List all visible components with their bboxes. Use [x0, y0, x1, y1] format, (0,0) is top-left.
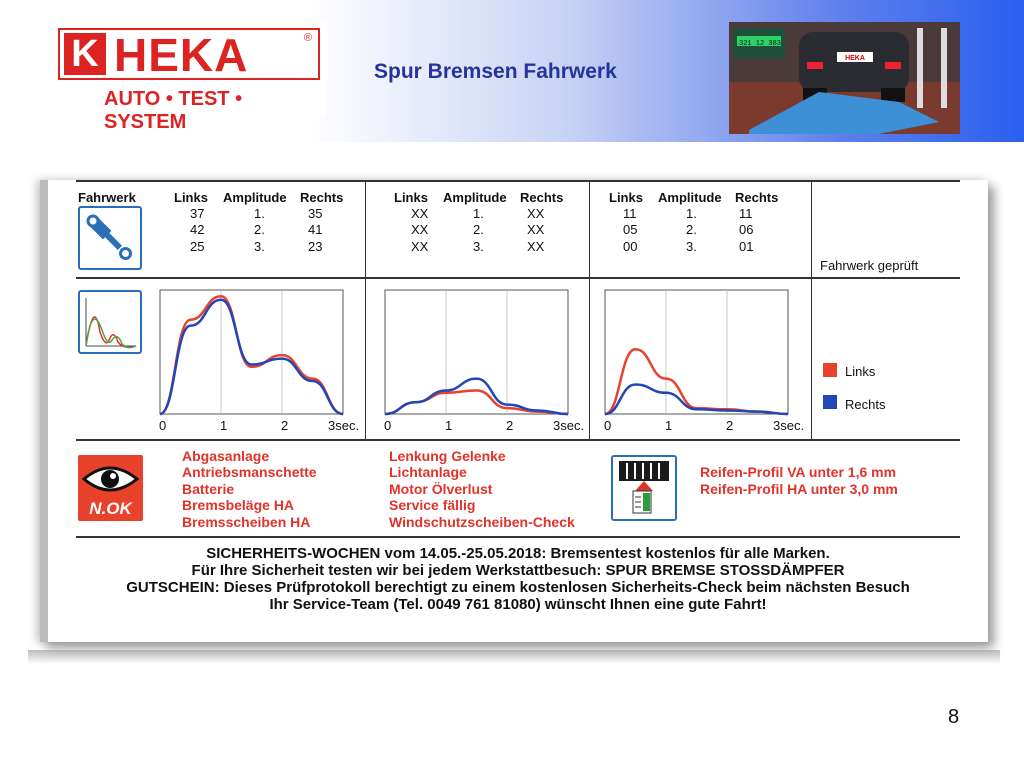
- t3-r2-amp: 2.: [686, 222, 697, 237]
- defect-4: Bremsbeläge HA: [182, 497, 295, 513]
- t1-r2-rechts: 41: [308, 222, 323, 237]
- nok-badge-label: N.OK: [89, 499, 132, 518]
- shock-absorber-icon: [78, 206, 142, 270]
- divider-fahrwerk: [76, 277, 960, 279]
- g2-tick-3: 3sec.: [553, 418, 585, 433]
- t1-header-links: Links: [174, 190, 208, 205]
- defect-3: Batterie: [182, 481, 235, 497]
- g2-tick-1: 1: [445, 418, 453, 433]
- graph-thumbnail-icon: [78, 290, 142, 354]
- g1-tick-0: 0: [159, 418, 167, 433]
- photo-plate-text: HEKA: [845, 55, 865, 62]
- t1-header-rechts: Rechts: [300, 190, 344, 205]
- t3-r3-amp: 3.: [686, 239, 697, 254]
- footer-line-4: Ihr Service-Team (Tel. 0049 761 81080) wünscht Ihnen eine gute Fahrt!: [269, 596, 767, 613]
- graph-frame: [385, 290, 568, 414]
- header-banner: [0, 0, 1024, 142]
- t3-header-links: Links: [609, 190, 643, 205]
- footer-line-3: GUTSCHEIN: Dieses Prüfprotokoll berechtigt zu einem kostenlosen Sicherheits-Check beim nächsten Besuch: [126, 579, 910, 596]
- t2-r3-amp: 3.: [473, 239, 484, 254]
- g2-tick-0: 0: [384, 418, 392, 433]
- t1-r1-links: 37: [190, 206, 205, 221]
- t2-r1-rechts: XX: [527, 206, 545, 221]
- divider-graphs: [76, 439, 960, 441]
- defect-5: Bremsscheiben HA: [182, 514, 311, 530]
- t2-header-rechts: Rechts: [520, 190, 564, 205]
- defect-2: Antriebsmanschette: [182, 464, 317, 480]
- t1-r1-amp: 1.: [254, 206, 265, 221]
- tire-warning-2: Reifen-Profil HA unter 3,0 mm: [700, 481, 898, 497]
- page-title: Spur Bremsen Fahrwerk: [374, 60, 617, 83]
- defect-10: Windschutzscheiben-Check: [389, 514, 575, 530]
- defect-9: Service fällig: [389, 497, 476, 513]
- page-number: 8: [948, 706, 960, 728]
- t2-header-amplitude: Amplitude: [443, 190, 507, 205]
- g3-tick-3: 3sec.: [773, 418, 805, 433]
- graph-3: [603, 288, 793, 416]
- heka-logo: [52, 22, 326, 133]
- registered-mark: ®: [303, 32, 312, 44]
- test-report-sheet: [40, 180, 988, 642]
- t2-r2-amp: 2.: [473, 222, 484, 237]
- logo-tagline: AUTO • TEST • SYSTEM: [104, 88, 243, 133]
- footer-line-2: Für Ihre Sicherheit testen wir bei jedem Werkstattbesuch: SPUR BREMSE STOSSDÄMPFER: [191, 562, 845, 579]
- t3-r2-rechts: 06: [739, 222, 754, 237]
- photo-display-readout: 321 12 383: [739, 40, 782, 48]
- defect-1: Abgasanlage: [182, 448, 270, 464]
- t1-header-amplitude: Amplitude: [223, 190, 287, 205]
- legend-swatch-rechts: [823, 395, 837, 409]
- t1-r1-rechts: 35: [308, 206, 323, 221]
- t3-r3-links: 00: [623, 239, 638, 254]
- g2-tick-2: 2: [506, 418, 514, 433]
- t3-r3-rechts: 01: [739, 239, 754, 254]
- g1-tick-1: 1: [220, 418, 228, 433]
- t2-r1-amp: 1.: [473, 206, 484, 221]
- t3-r1-links: 11: [623, 206, 637, 221]
- t2-r3-rechts: XX: [527, 239, 545, 254]
- workshop-photo: [729, 22, 960, 134]
- defect-6: Lenkung Gelenke: [389, 448, 506, 464]
- col-divider-1: [365, 180, 366, 439]
- graph-frame: [160, 290, 343, 414]
- footer-line-1: SICHERHEITS-WOCHEN vom 14.05.-25.05.2018: Bremsentest kostenlos für alle Marken.: [206, 545, 830, 562]
- t1-r3-amp: 3.: [254, 239, 265, 254]
- t3-header-amplitude: Amplitude: [658, 190, 722, 205]
- t1-r2-links: 42: [190, 222, 205, 237]
- fahrwerk-status: Fahrwerk geprüft: [820, 258, 919, 273]
- t1-r3-rechts: 23: [308, 239, 323, 254]
- t2-r1-links: XX: [411, 206, 429, 221]
- logo-k-mark: K: [64, 33, 106, 75]
- g3-tick-2: 2: [726, 418, 734, 433]
- col-divider-2: [589, 180, 590, 439]
- t1-r3-links: 25: [190, 239, 205, 254]
- t2-r2-rechts: XX: [527, 222, 545, 237]
- g1-tick-2: 2: [281, 418, 289, 433]
- g3-tick-0: 0: [604, 418, 612, 433]
- t3-r1-amp: 1.: [686, 206, 697, 221]
- defect-7: Lichtanlage: [389, 464, 467, 480]
- logo-wordmark: HEKA: [114, 29, 249, 81]
- graph-2: [383, 288, 573, 416]
- t2-r2-links: XX: [411, 222, 429, 237]
- t2-r3-links: XX: [411, 239, 429, 254]
- legend-swatch-links: [823, 363, 837, 377]
- t3-header-rechts: Rechts: [735, 190, 779, 205]
- g3-tick-1: 1: [665, 418, 673, 433]
- col-divider-3: [811, 180, 812, 439]
- divider-top: [76, 180, 960, 182]
- fahrwerk-label: Fahrwerk: [78, 190, 136, 205]
- eye-nok-icon: [78, 455, 143, 521]
- defect-8: Motor Ölverlust: [389, 481, 493, 497]
- t3-r1-rechts: 11: [739, 206, 753, 221]
- graph-1: [158, 288, 348, 416]
- tire-profile-icon: [611, 455, 677, 521]
- g1-tick-3: 3sec.: [328, 418, 360, 433]
- graph-frame: [605, 290, 788, 414]
- tire-warning-1: Reifen-Profil VA unter 1,6 mm: [700, 464, 897, 480]
- t1-r2-amp: 2.: [254, 222, 265, 237]
- t2-header-links: Links: [394, 190, 428, 205]
- sheet-shadow: [28, 650, 1000, 664]
- legend-label-rechts: Rechts: [845, 397, 886, 412]
- logo-frame: [58, 28, 320, 80]
- legend-label-links: Links: [845, 364, 876, 379]
- divider-defects: [76, 536, 960, 538]
- t3-r2-links: 05: [623, 222, 638, 237]
